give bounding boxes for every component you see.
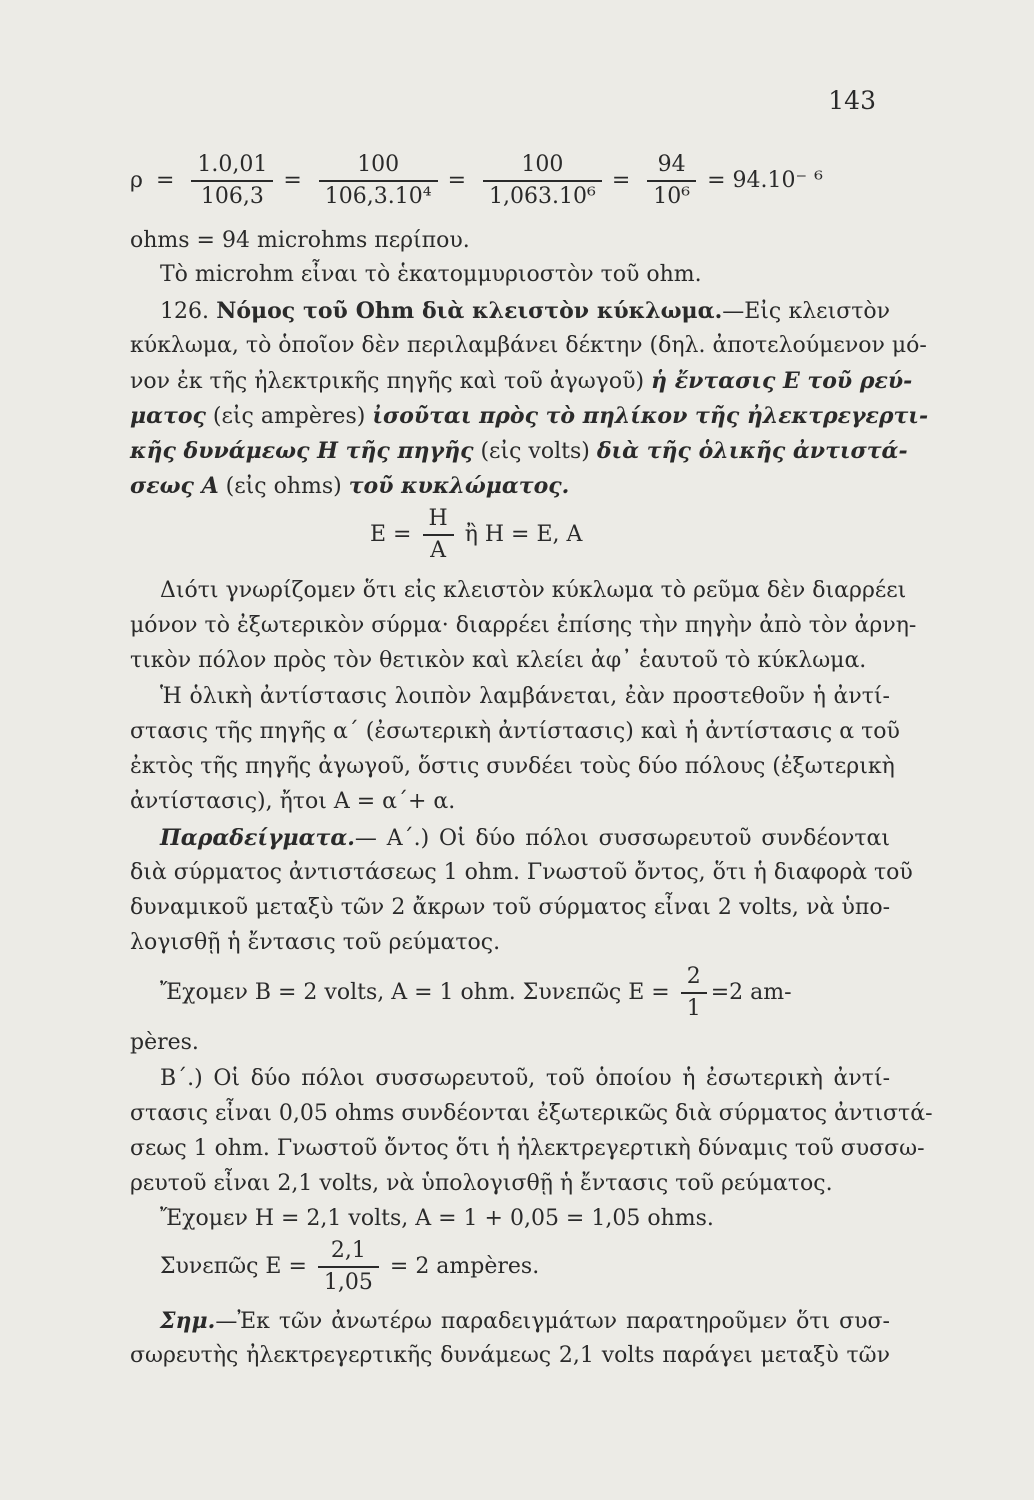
text-line: μόνον τὸ ἐξωτερικὸν σύρμα· διαρρέει ἐπίσης τὴν πηγὴν ἀπὸ τὸν ἀρνη- xyxy=(130,613,917,638)
text-line: ματος (εἰς ampères) ἰσοῦται πρὸς τὸ πηλίκον τῆς ἠλεκτρεγερτι- xyxy=(130,403,929,429)
note-line: Σημ.—Ἐκ τῶν ἀνωτέρω παραδειγμάτων παρατηροῦμεν ὅτι συσ- xyxy=(160,1308,890,1334)
fraction-4: $\frac{94}{\text{10⁶}}$ xyxy=(647,150,696,212)
text-line: στασις τῆς πηγῆς α΄ (ἐσωτερικὴ ἀντίστασις) καὶ ἡ ἀντίστασις α τοῦ xyxy=(130,719,900,744)
text-line: ἀντίστασις), ἤτοι Α = α΄+ α. xyxy=(130,789,456,814)
text-line: Διότι γνωρίζομεν ὅτι εἰς κλειστὸν κύκλωμα τὸ ρεῦμα δὲν διαρρέει xyxy=(160,578,907,603)
text-line: ohms = 94 microhms περίπου. xyxy=(130,228,470,253)
text-line: ἐκτὸς τῆς πηγῆς ἀγωγοῦ, ὅστις συνδέει τοὺς δύο πόλους (ἐξωτερικὴ xyxy=(130,754,895,779)
text-line: σεως Α (εἰς ohms) τοῦ κυκλώματος. xyxy=(130,473,570,499)
text-line: κύκλωμα, τὸ ὁποῖον δὲν περιλαμβάνει δέκτην (δηλ. ἀποτελούμενον μό- xyxy=(130,333,927,358)
text-line: Β΄.) Οἱ δύο πόλοι συσσωρευτοῦ, τοῦ ὁποίου ἡ ἐσωτερικὴ ἀντί- xyxy=(160,1066,890,1091)
fraction-2: $\frac{100}{\text{106,3.10⁴}}$ xyxy=(319,150,438,212)
formula-result: = 94.10⁻ ⁶ xyxy=(707,168,823,193)
text-line: Ἔχομεν Η = 2,1 volts, Α = 1 + 0,05 = 1,05 ohms. xyxy=(160,1206,714,1231)
text-line: σωρευτὴς ἠλεκτρεγερτικῆς δυνάμεως 2,1 volts παράγει μεταξὺ τῶν xyxy=(130,1343,890,1368)
text-line: δυναμικοῦ μεταξὺ τῶν 2 ἄκρων τοῦ σύρματος εἶναι 2 volts, νὰ ὑπο- xyxy=(130,895,890,920)
text-line: διὰ σύρματος ἀντιστάσεως 1 ohm. Γνωστοῦ ὄντος, ὅτι ἡ διαφορὰ τοῦ xyxy=(130,860,913,885)
page-number: 143 xyxy=(828,86,876,115)
text-line: στασις εἶναι 0,05 ohms συνδέονται ἐξωτερικῶς διὰ σύρματος ἀντιστά- xyxy=(130,1101,933,1126)
example-a-formula: Ἔχομεν Β = 2 volts, Α = 1 ohm. Συνεπῶς Ε = $\frac{2}{1}$ =2 am- xyxy=(160,962,792,1024)
section-title: Νόμος τοῦ Ohm διὰ κλειστὸν κύκλωμα. xyxy=(216,298,723,324)
fraction-3: $\frac{100}{\text{1,063.10⁶}}$ xyxy=(483,150,602,212)
section-heading-line: 126. Νόμος τοῦ Ohm διὰ κλειστὸν κύκλωμα.—Εἰς κλειστὸν xyxy=(160,298,891,324)
example-a-fraction: $\frac{2}{1}$ xyxy=(681,962,707,1024)
text-line: τικὸν πόλον πρὸς τὸν θετικὸν καὶ κλείει ἀφ᾿ ἑαυτοῦ τὸ κύκλωμα. xyxy=(130,648,867,673)
note-label: Σημ. xyxy=(160,1308,216,1334)
text-line: νον ἐκ τῆς ἠλεκτρικῆς πηγῆς καὶ τοῦ ἀγωγοῦ) ἡ ἔντασις Ε τοῦ ρεύ- xyxy=(130,368,913,394)
rho-symbol: ρ xyxy=(130,168,143,193)
examples-label: Παραδείγματα. xyxy=(160,825,355,851)
text-line: pères. xyxy=(130,1030,199,1055)
text-line: κῆς δυνάμεως Η τῆς πηγῆς (εἰς volts) διὰ τῆς ὁλικῆς ἀντιστά- xyxy=(130,438,908,464)
example-b-fraction: $\frac{2,1}{1,05}$ xyxy=(318,1236,379,1298)
ohm-law-fraction: $\frac{H}{A}$ xyxy=(423,504,454,566)
text-line: λογισθῇ ἡ ἔντασις τοῦ ρεύματος. xyxy=(130,930,501,955)
resistivity-formula: ρ = $\frac{1.0,01}{106,3}$ = $\frac{100}{\text{106,3.10⁴}}$ = $\frac{100}{\text{1,063.10⁶}}$ = $\frac{94}{\text{10⁶}}$ = 94.10⁻ ⁶ xyxy=(130,150,823,212)
text-line: Τὸ microhm εἶναι τὸ ἑκατομμυριοστὸν τοῦ ohm. xyxy=(160,262,702,287)
text-line: σεως 1 ohm. Γνωστοῦ ὄντος ὅτι ἡ ἠλεκτρεγερτικὴ δύναμις τοῦ συσσω- xyxy=(130,1136,925,1161)
text-line: ρευτοῦ εἶναι 2,1 volts, νὰ ὑπολογισθῇ ἡ ἔντασις τοῦ ρεύματος. xyxy=(130,1171,833,1196)
ohm-law-formula: Ε = $\frac{H}{A}$ ἢ Η = Ε, Α xyxy=(370,504,582,566)
examples-heading-line: Παραδείγματα.— Α΄.) Οἱ δύο πόλοι συσσωρευτοῦ συνδέονται xyxy=(160,825,890,851)
fraction-1: $\frac{1.0,01}{106,3}$ xyxy=(191,150,273,212)
text-line: Ἡ ὁλικὴ ἀντίστασις λοιπὸν λαμβάνεται, ἐὰν προστεθοῦν ἡ ἀντί- xyxy=(160,684,890,709)
example-b-formula: Συνεπῶς Ε = $\frac{2,1}{1,05}$ = 2 ampères. xyxy=(160,1236,539,1298)
